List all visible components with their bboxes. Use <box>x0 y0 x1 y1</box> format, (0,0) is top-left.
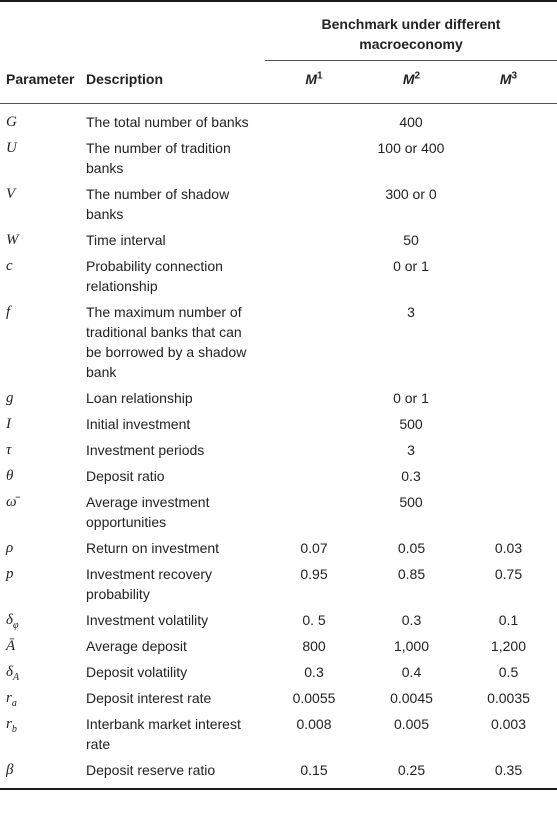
value-m2: 0.05 <box>397 540 426 556</box>
value-m3: 0.1 <box>498 612 519 628</box>
parameter-symbol-text: U <box>6 140 17 156</box>
header-description: Description <box>86 70 164 87</box>
parameter-symbol-text: β <box>6 762 14 778</box>
header-m2-label: M <box>402 71 415 87</box>
parameter-description: The number of shadow banks <box>86 186 230 222</box>
parameter-description: Initial investment <box>86 416 191 432</box>
value-m3: 1,200 <box>490 638 527 654</box>
parameter-symbol-text: p <box>6 566 14 582</box>
header-m3 <box>460 61 557 104</box>
parameter-symbol <box>0 659 86 685</box>
table-row <box>0 411 557 437</box>
value-m2: 0.3 <box>401 612 422 628</box>
parameter-symbol-text: G <box>6 114 17 130</box>
value-m3: 0.75 <box>494 566 523 582</box>
table-row <box>0 561 557 607</box>
header-m2 <box>363 61 460 104</box>
parameter-description: Investment periods <box>86 442 205 458</box>
parameter-symbol <box>0 535 86 561</box>
parameter-symbol <box>0 135 86 181</box>
value-shared: 3 <box>407 442 415 458</box>
parameter-description: Deposit ratio <box>86 468 165 484</box>
parameter-symbol <box>0 437 86 463</box>
header-row <box>0 61 557 104</box>
value-m1: 0.15 <box>300 762 328 778</box>
value-m3: 0.5 <box>498 664 519 680</box>
parameter-description: Deposit interest rate <box>86 690 212 706</box>
value-shared: 0 or 1 <box>393 390 429 406</box>
parameter-description: Deposit reserve ratio <box>86 762 216 778</box>
parameter-symbol-text: ω̄ <box>6 494 17 510</box>
value-shared: 500 <box>399 494 423 510</box>
header-group-row <box>0 2 557 61</box>
bottom-rule <box>0 788 557 789</box>
value-m1: 0.008 <box>296 716 332 732</box>
value-m1: 0. 5 <box>302 612 326 628</box>
table-row <box>0 757 557 788</box>
parameter-symbol <box>0 607 86 633</box>
header-m1-sup: 1 <box>317 70 323 82</box>
table-row <box>0 633 557 659</box>
table-row <box>0 659 557 685</box>
parameter-symbol-text: c <box>6 258 13 274</box>
parameter-description: Investment volatility <box>86 612 209 628</box>
value-m1: 0.07 <box>300 540 328 556</box>
parameter-symbol <box>0 411 86 437</box>
parameter-description: Interbank market interest rate <box>86 716 241 752</box>
parameter-symbol <box>0 253 86 299</box>
value-m2: 0.4 <box>401 664 422 680</box>
parameter-symbol-subscript: φ <box>12 620 19 631</box>
parameter-symbol-subscript: b <box>11 724 17 735</box>
value-m1: 0.3 <box>304 664 324 680</box>
table-row <box>0 299 557 385</box>
table-row <box>0 711 557 757</box>
parameter-description: The maximum number of traditional banks that can be borrowed by a shadow bank <box>86 304 247 380</box>
table-row <box>0 135 557 181</box>
parameter-symbol <box>0 489 86 535</box>
parameter-symbol-subscript: A <box>12 672 20 683</box>
header-m2-sup: 2 <box>414 70 421 82</box>
value-m3: 0.0035 <box>487 690 530 706</box>
parameter-symbol-text: r <box>6 690 12 706</box>
value-shared: 50 <box>403 232 419 248</box>
parameter-description: Average investment opportunities <box>86 494 210 530</box>
parameter-symbol <box>0 181 86 227</box>
value-m2: 0.85 <box>397 566 426 582</box>
value-m2: 0.005 <box>393 716 430 732</box>
parameter-description: Probability connection relationship <box>86 258 223 294</box>
value-shared: 400 <box>399 114 423 130</box>
parameter-description: Deposit volatility <box>86 664 188 680</box>
value-shared: 3 <box>407 304 415 320</box>
parameter-description: Average deposit <box>86 638 187 654</box>
value-m1: 800 <box>302 638 326 654</box>
parameter-symbol-text: δ <box>6 612 13 628</box>
value-m2: 0.25 <box>397 762 426 778</box>
table-row <box>0 437 557 463</box>
value-shared: 300 or 0 <box>385 186 437 202</box>
parameter-description: Return on investment <box>86 540 220 556</box>
parameter-description: Time interval <box>86 232 166 248</box>
parameter-symbol-text: g <box>6 390 14 406</box>
value-m1: 0.95 <box>300 566 328 582</box>
parameter-symbol <box>0 463 86 489</box>
table-row <box>0 104 557 136</box>
header-m1-label: M <box>305 71 318 87</box>
parameter-symbol-text: f <box>6 304 11 320</box>
header-m3-sup: 3 <box>511 70 518 82</box>
value-m3: 0.003 <box>490 716 527 732</box>
parameter-symbol <box>0 227 86 253</box>
value-m3: 0.35 <box>494 762 523 778</box>
value-m2: 1,000 <box>393 638 430 654</box>
parameter-symbol <box>0 685 86 711</box>
header-m1 <box>265 61 363 104</box>
parameter-symbol-text: θ <box>6 468 14 484</box>
parameter-description: Loan relationship <box>86 390 193 406</box>
parameter-symbol-text: r <box>6 716 12 732</box>
header-parameter: Parameter <box>6 70 75 87</box>
parameter-symbol-text: Ā <box>6 638 16 654</box>
value-shared: 0.3 <box>401 468 421 484</box>
value-shared: 100 or 400 <box>377 140 445 156</box>
parameter-description: The total number of banks <box>86 114 249 130</box>
header-group-title: Benchmark under different macroeconomy <box>265 2 557 61</box>
table-row <box>0 253 557 299</box>
parameter-symbol <box>0 385 86 411</box>
value-m3: 0.03 <box>494 540 523 556</box>
parameter-symbol <box>0 757 86 788</box>
parameter-symbol <box>0 711 86 757</box>
parameter-symbol-text: V <box>6 186 16 202</box>
parameter-symbol <box>0 561 86 607</box>
value-m1: 0.0055 <box>292 690 336 706</box>
table-row <box>0 607 557 633</box>
parameter-symbol <box>0 104 86 136</box>
parameter-description: Investment recovery probability <box>86 566 213 602</box>
parameter-symbol <box>0 299 86 385</box>
value-shared: 500 <box>399 416 423 432</box>
table-row <box>0 685 557 711</box>
parameter-symbol-subscript: a <box>11 698 17 709</box>
value-shared: 0 or 1 <box>393 258 429 274</box>
table-row <box>0 227 557 253</box>
parameter-symbol-text: δ <box>6 664 13 680</box>
header-m3-label: M <box>499 71 512 87</box>
value-m2: 0.0045 <box>390 690 433 706</box>
table-row <box>0 489 557 535</box>
table-row <box>0 535 557 561</box>
table-row <box>0 181 557 227</box>
table-row <box>0 463 557 489</box>
table-row <box>0 385 557 411</box>
parameter-symbol <box>0 633 86 659</box>
parameter-symbol-text: ρ <box>6 540 14 556</box>
parameter-description: The number of tradition banks <box>86 140 231 176</box>
parameter-symbol-text: I <box>6 416 11 432</box>
parameter-symbol-text: τ <box>6 442 12 458</box>
parameter-symbol-text: W <box>6 232 19 248</box>
